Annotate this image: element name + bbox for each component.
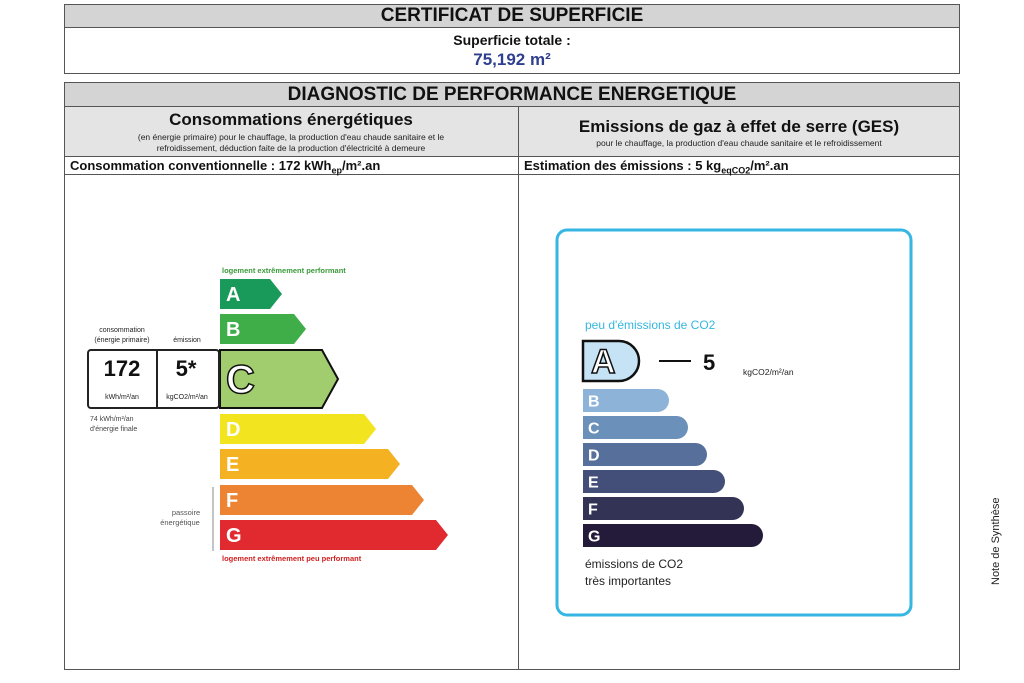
energy-class-letter-a: A: [226, 284, 241, 306]
ges-class-letter-e: E: [588, 474, 599, 492]
energy-summary-prefix: Consommation conventionnelle : 172 kWh: [70, 158, 332, 173]
passoire-label-1: passoire: [171, 508, 201, 517]
consumption-unit: kWh/m²/an: [105, 394, 139, 401]
energy-class-letter-b: B: [226, 319, 241, 341]
dpe-title: DIAGNOSTIC DE PERFORMANCE ENERGETIQUE: [64, 82, 960, 107]
energy-top-label: logement extrêmement performant: [222, 266, 346, 275]
energy-class-letter-e: E: [226, 454, 240, 476]
energy-class-letter-d: D: [226, 419, 241, 441]
ges-summary-sub: eqCO2: [721, 165, 751, 176]
ges-bottom-label-2: très importantes: [585, 574, 672, 588]
ges-bottom-label-1: émissions de CO2: [585, 557, 684, 571]
surface-value: 75,192 m²: [473, 50, 551, 69]
energy-class-letter-c: C: [226, 358, 255, 402]
energy-summary-sub: ep: [331, 165, 342, 176]
energy-scale: [64, 175, 518, 670]
energy-subtitle-1: (en énergie primaire) pour le chauffage, la production d'eau chaude sanitaire et le: [137, 132, 445, 142]
consumption-value: 172: [103, 356, 141, 381]
consumption-header-2: (énergie primaire): [94, 337, 150, 344]
certificate-title: CERTIFICAT DE SUPERFICIE: [64, 4, 960, 28]
consumption-header-1: consommation: [99, 327, 145, 334]
ges-class-letter-g: G: [588, 528, 601, 546]
ges-class-bar-g: [583, 524, 763, 547]
energy-subtitle-2: refroidissement, déduction faite de la production d'électricité à demeure: [156, 143, 426, 153]
energy-class-bar-e: [220, 449, 400, 479]
emission-unit: kgCO2/m²/an: [166, 394, 208, 401]
energy-class-bar-g: [220, 520, 448, 550]
emission-value: 5*: [175, 356, 197, 381]
ges-subtitle: pour le chauffage, la production d'eau chaude sanitaire et le refroidissement: [596, 138, 882, 148]
ges-class-bar-e: [583, 470, 725, 493]
ges-value: 5: [703, 350, 716, 375]
ges-class-letter-c: C: [588, 420, 600, 438]
ges-class-bar-f: [583, 497, 744, 520]
ges-summary-suffix: /m².an: [750, 158, 789, 173]
energy-summary: [70, 158, 380, 176]
surface-label: Superficie totale :: [453, 32, 571, 48]
ges-title: Emissions de gaz à effet de serre (GES): [578, 117, 900, 136]
ges-class-letter-a: A: [591, 343, 616, 381]
ges-summary-prefix: Estimation des émissions : 5 kg: [524, 158, 722, 173]
ges-scale: [519, 175, 959, 670]
side-note: Note de Synthèse: [990, 497, 1002, 585]
passoire-label-2: énergétique: [160, 518, 200, 527]
ges-class-letter-f: F: [588, 501, 598, 519]
energy-bottom-label: logement extrêmement peu performant: [222, 554, 362, 563]
energy-class-bar-d: [220, 414, 376, 444]
emission-header: émission: [173, 337, 201, 344]
ges-summary: [524, 158, 789, 176]
ges-class-bar-d: [583, 443, 707, 466]
ges-top-label: peu d'émissions de CO2: [585, 318, 716, 332]
energy-class-letter-g: G: [226, 525, 242, 547]
ges-class-letter-b: B: [588, 393, 600, 411]
energy-title: Consommations énergétiques: [169, 110, 413, 129]
ges-class-letter-d: D: [588, 447, 600, 465]
header-divider: [64, 156, 960, 157]
energy-summary-suffix: /m².an: [342, 158, 381, 173]
final-energy-1: 74 kWh/m²/an: [90, 416, 134, 423]
final-energy-2: d'énergie finale: [90, 426, 138, 433]
energy-class-bar-f: [220, 485, 424, 515]
ges-unit: kgCO2/m²/an: [743, 367, 794, 377]
energy-class-letter-f: F: [226, 490, 239, 512]
